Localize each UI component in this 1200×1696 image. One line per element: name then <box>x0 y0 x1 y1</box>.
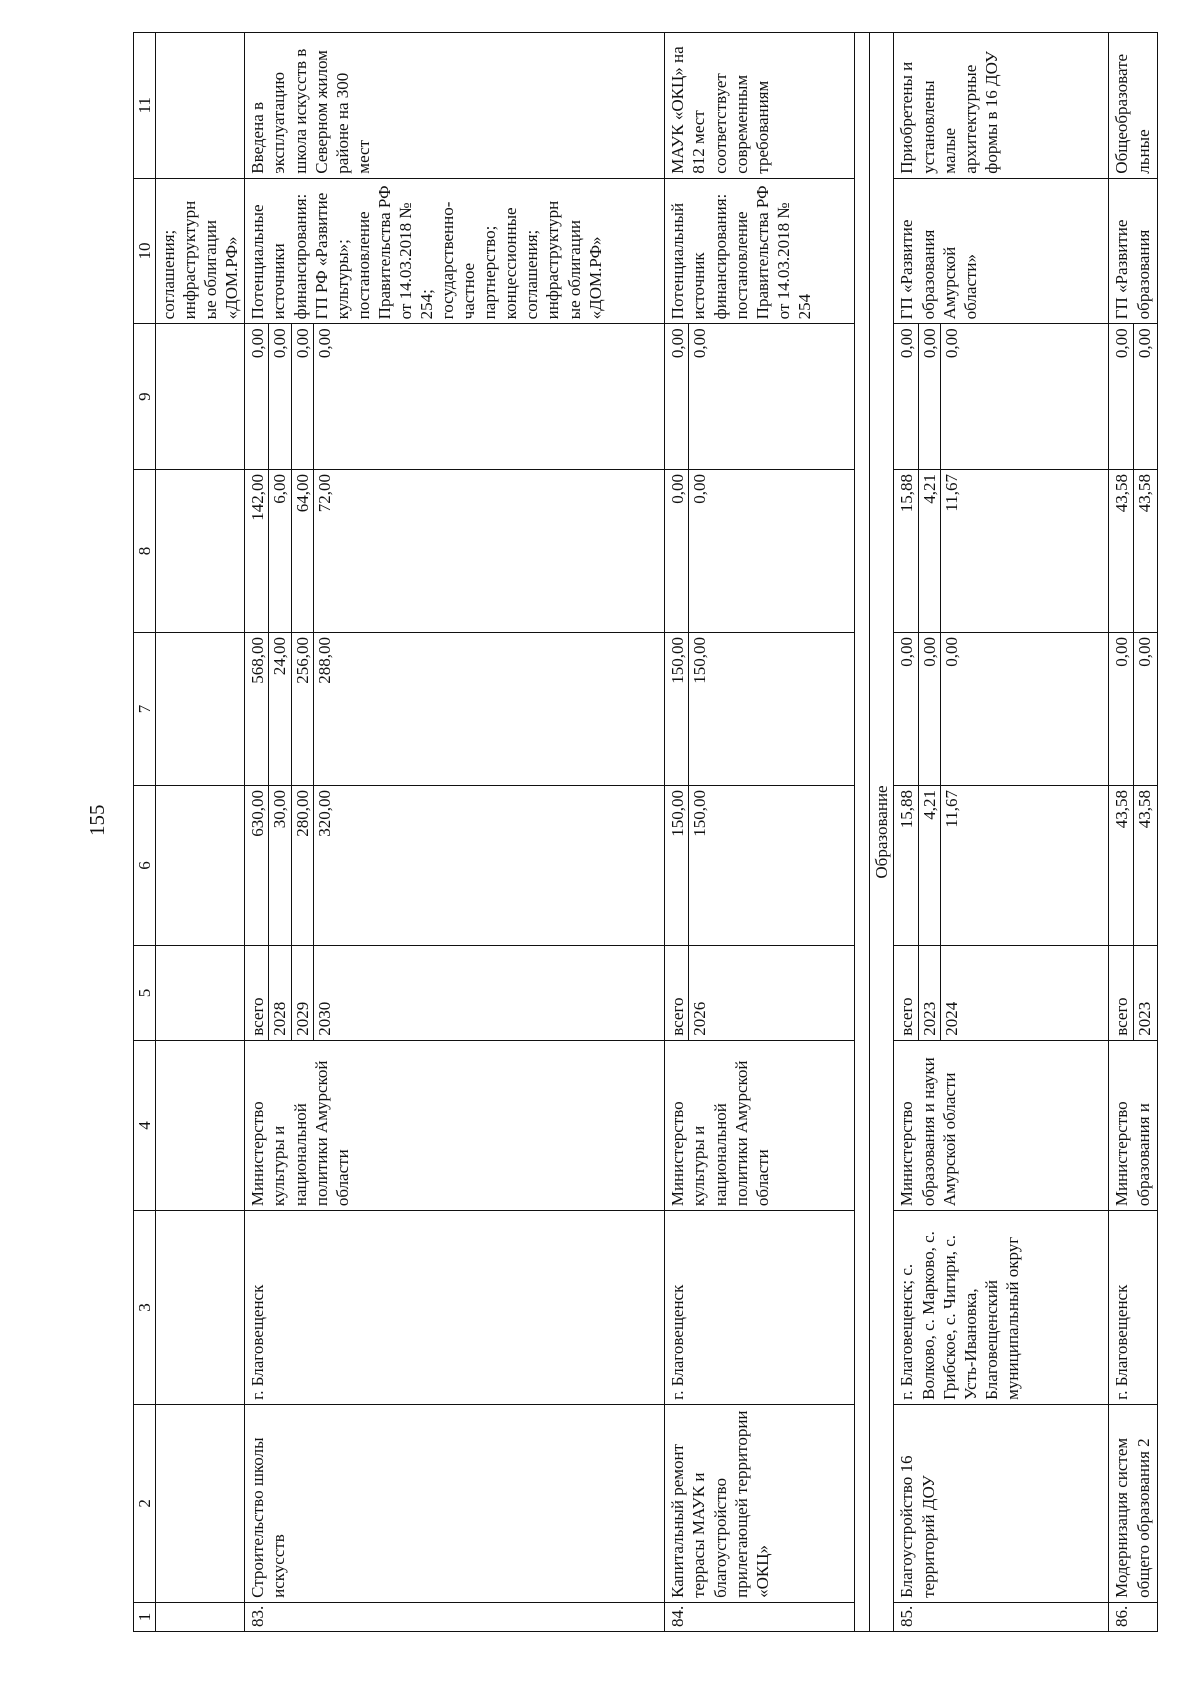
page-number: 155 <box>85 804 109 836</box>
value: 11,67 <box>941 473 961 512</box>
col-header: 2 <box>134 1404 156 1602</box>
column-number-row <box>134 33 156 1632</box>
col7-cell <box>894 633 1109 786</box>
expected-result: МАУК «ОКЦ» на 812 мест соответствует современным требованиям <box>665 33 855 179</box>
col9-cell <box>894 324 1109 470</box>
value: 0,00 <box>941 328 961 359</box>
year: 2026 <box>690 1001 710 1036</box>
value: 0,00 <box>1134 328 1154 359</box>
value: 142,00 <box>247 470 269 632</box>
funding-source: Потенциальные источники финансирования: ГП РФ «Развитие культуры»; постановление Правительства РФ от 14.03.2018 № 254; государственно-частное партнерство; концессионные соглашения; инфраструктурн ые облигации «ДОМ.РФ» <box>245 178 665 324</box>
years-cell <box>245 946 665 1041</box>
value: 30,00 <box>269 786 291 945</box>
total-cost-cell <box>245 785 665 945</box>
project-location: г. Благовещенск; с. Волково, с. Марково, с. Грибское, с. Чигири, с. Усть-Ивановка, Благовещенский муниципальный округ <box>894 1211 1109 1405</box>
year: всего <box>896 946 918 1040</box>
project-executor: Министерство образования и <box>1109 1040 1157 1210</box>
funding-source: ГП «Развитие образования <box>1109 178 1157 324</box>
value: 0,00 <box>314 328 334 359</box>
col-header: 5 <box>134 946 156 1041</box>
year: 2030 <box>314 1001 334 1036</box>
year: 2029 <box>292 946 314 1040</box>
project-location: г. Благовещенск <box>665 1211 855 1405</box>
row-number: 85. <box>894 1602 1109 1631</box>
value: 568,00 <box>247 633 269 785</box>
col9-cell <box>1109 324 1157 470</box>
years-cell <box>1109 946 1157 1041</box>
section-title: Образование <box>870 33 894 1632</box>
col9-cell <box>245 324 665 470</box>
value: 150,00 <box>667 786 689 945</box>
value: 0,00 <box>690 328 710 359</box>
value: 0,00 <box>1111 324 1133 469</box>
value: 0,00 <box>896 324 918 469</box>
project-name: Капитальный ремонт террасы МАУК и благоустройство прилегающей территории «ОКЦ» <box>665 1404 855 1602</box>
project-name: Благоустройство 16 территорий ДОУ <box>894 1404 1109 1602</box>
project-executor: Министерство образования и науки Амурской области <box>894 1040 1109 1210</box>
year: всего <box>247 946 269 1040</box>
year: всего <box>1111 946 1133 1040</box>
value: 0,00 <box>292 324 314 469</box>
col7-cell <box>245 633 665 786</box>
row-number: 83. <box>245 1602 665 1631</box>
col8-cell <box>1109 469 1157 632</box>
project-location: г. Благовещенск <box>1109 1211 1157 1405</box>
value: 0,00 <box>247 324 269 469</box>
row-number: 84. <box>665 1602 855 1631</box>
col-header: 8 <box>134 469 156 632</box>
value: 15,88 <box>896 470 918 632</box>
table-row <box>1109 33 1157 1632</box>
col8-cell <box>894 469 1109 632</box>
funding-source: Потенциальный источник финансирования: постановление Правительства РФ от 14.03.2018 № 254 <box>665 178 855 324</box>
total-cost-cell <box>894 785 1109 945</box>
col-header: 10 <box>134 178 156 324</box>
year: 2023 <box>1134 1001 1154 1036</box>
value: 43,58 <box>1134 473 1154 513</box>
value: 64,00 <box>292 470 314 632</box>
investment-projects-table <box>133 32 1158 1632</box>
year: 2028 <box>269 946 291 1040</box>
value: 4,21 <box>919 470 941 632</box>
value: 280,00 <box>292 786 314 945</box>
total-cost-cell <box>665 785 855 945</box>
project-executor: Министерство культуры и национальной политики Амурской области <box>665 1040 855 1210</box>
col-header: 1 <box>134 1602 156 1631</box>
value: 6,00 <box>269 470 291 632</box>
value: 320,00 <box>314 789 334 837</box>
col-header: 11 <box>134 33 156 179</box>
year: 2023 <box>919 946 941 1040</box>
rotated-table-container <box>133 32 1154 1632</box>
project-name: Строительство школы искусств <box>245 1404 665 1602</box>
funding-source: ГП «Развитие образования Амурской области» <box>894 178 1109 324</box>
value: 0,00 <box>896 633 918 785</box>
value: 0,00 <box>667 324 689 469</box>
col7-cell <box>1109 633 1157 786</box>
col-header: 7 <box>134 633 156 786</box>
value: 0,00 <box>919 633 941 785</box>
value: 72,00 <box>314 473 334 513</box>
years-cell <box>665 946 855 1041</box>
value: 43,58 <box>1134 789 1154 829</box>
value: 43,58 <box>1111 470 1133 632</box>
value: 0,00 <box>690 473 710 504</box>
section-row <box>870 33 894 1632</box>
value: 0,00 <box>1134 637 1154 667</box>
value: 0,00 <box>1111 633 1133 785</box>
col8-cell <box>665 469 855 632</box>
col7-cell <box>665 633 855 786</box>
project-name: Модернизация систем общего образования 2 <box>1109 1404 1157 1602</box>
value: 0,00 <box>269 324 291 469</box>
spacer-row <box>855 33 870 1632</box>
expected-result: Приобретены и установлены малые архитектурные формы в 16 ДОУ <box>894 33 1109 179</box>
col-header: 6 <box>134 785 156 945</box>
years-cell <box>894 946 1109 1041</box>
value: 43,58 <box>1111 786 1133 945</box>
table-row <box>894 33 1109 1632</box>
continuation-source: соглашения; инфраструктурн ые облигации «ДОМ.РФ» <box>156 178 245 324</box>
value: 24,00 <box>269 633 291 785</box>
col9-cell <box>665 324 855 470</box>
value: 0,00 <box>941 637 961 667</box>
year: всего <box>667 946 689 1040</box>
expected-result: Общеобразовате льные <box>1109 33 1157 179</box>
value: 150,00 <box>690 789 710 837</box>
table-row <box>665 33 855 1632</box>
value: 256,00 <box>292 633 314 785</box>
value: 150,00 <box>690 637 710 684</box>
col-header: 9 <box>134 324 156 470</box>
row-number: 86. <box>1109 1602 1157 1631</box>
value: 15,88 <box>896 786 918 945</box>
value: 150,00 <box>667 633 689 785</box>
value: 0,00 <box>667 470 689 632</box>
col8-cell <box>245 469 665 632</box>
project-location: г. Благовещенск <box>245 1211 665 1405</box>
col-header: 3 <box>134 1211 156 1405</box>
expected-result: Введена в эксплуатацию школа искусств в Северном жилом районе на 300 мест <box>245 33 665 179</box>
value: 288,00 <box>314 637 334 684</box>
table-row <box>245 33 665 1632</box>
continuation-row <box>156 33 245 1632</box>
year: 2024 <box>941 1001 961 1036</box>
total-cost-cell <box>1109 785 1157 945</box>
value: 4,21 <box>919 786 941 945</box>
project-executor: Министерство культуры и национальной политики Амурской области <box>245 1040 665 1210</box>
value: 0,00 <box>919 324 941 469</box>
value: 11,67 <box>941 789 961 828</box>
col-header: 4 <box>134 1040 156 1210</box>
value: 630,00 <box>247 786 269 945</box>
